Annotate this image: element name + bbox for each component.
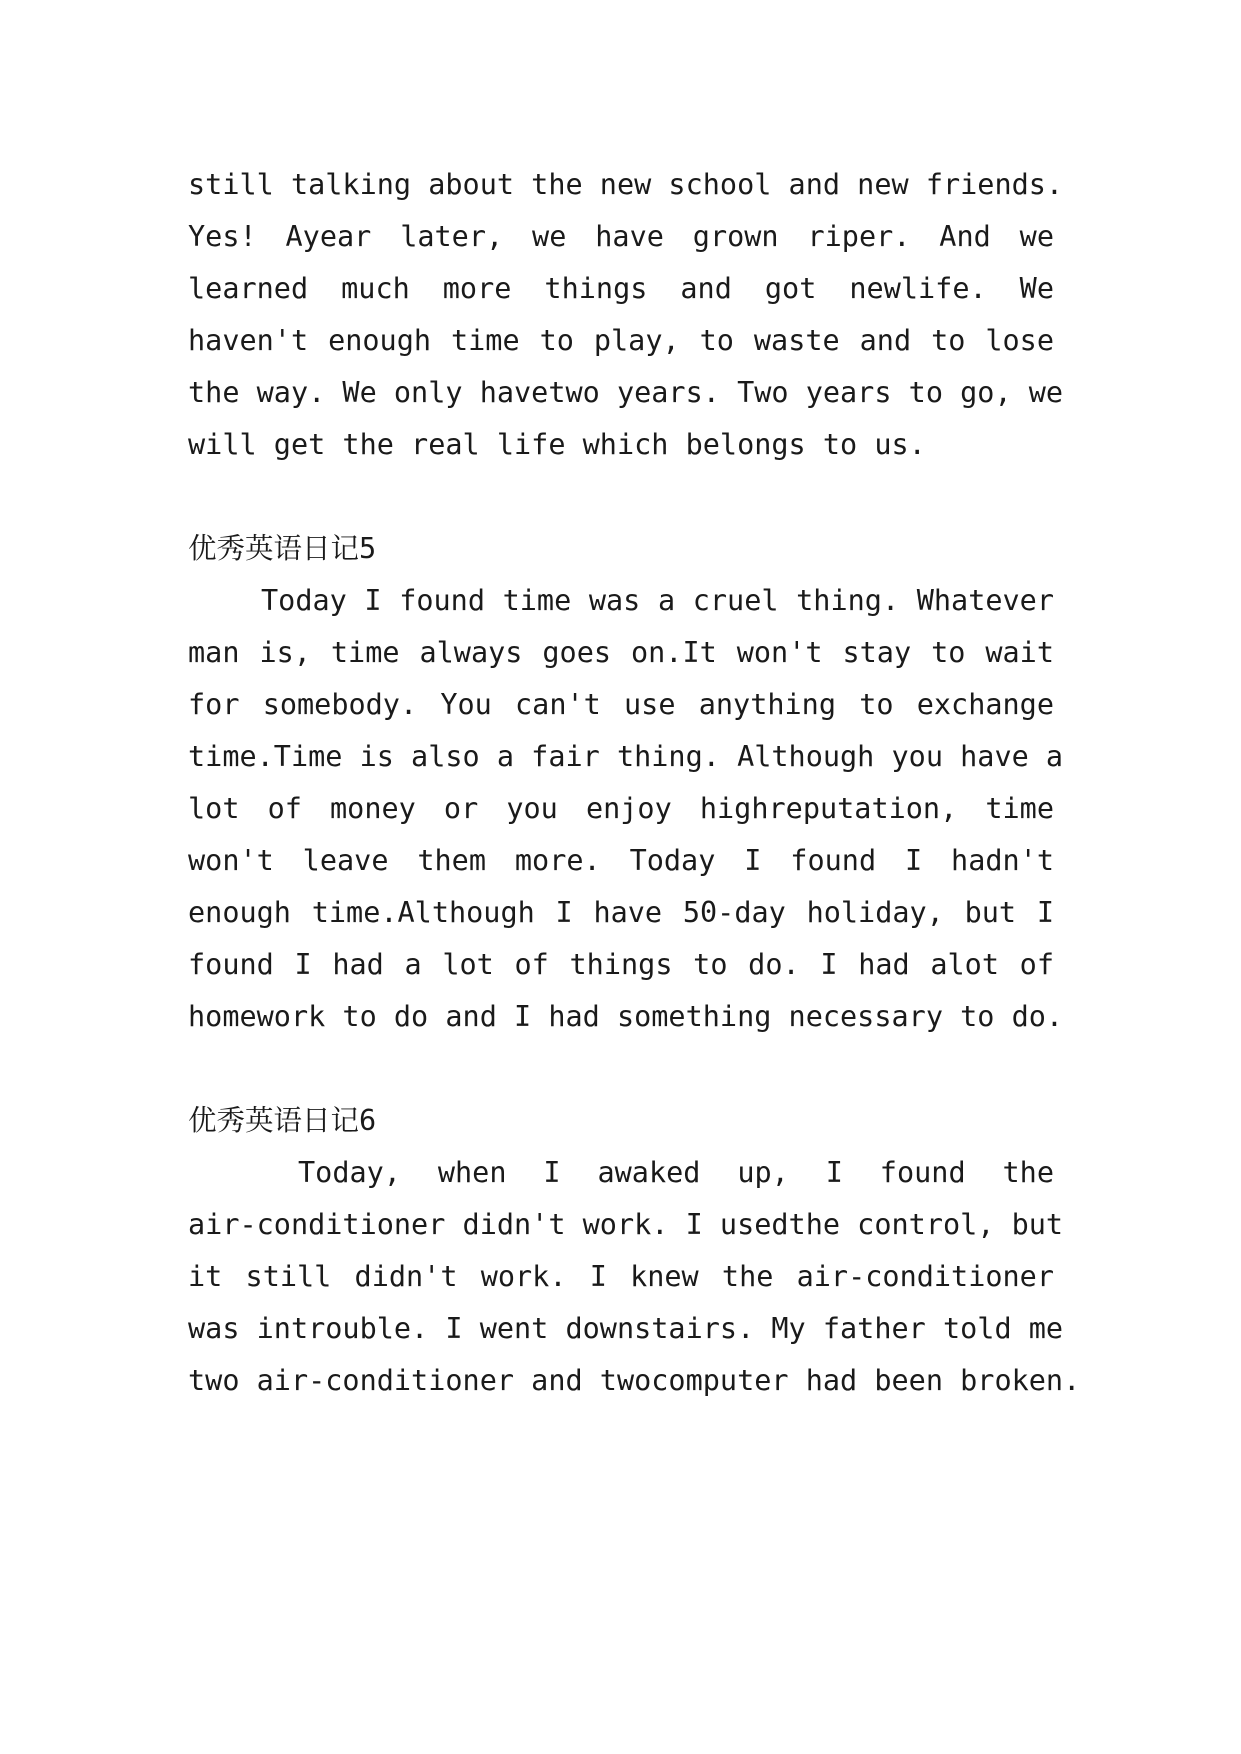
paragraph-line: man is, time always goes on.It won't stay to wait (188, 636, 1054, 669)
paragraph-line: learned much more things and got newlife. We (188, 272, 1054, 305)
paragraph-line: it still didn't work. I knew the air-conditioner (188, 1260, 1054, 1293)
paragraph-line: air-conditioner didn't work. I usedthe control, but (188, 1208, 1064, 1241)
paragraph-line: the way. We only havetwo years. Two years to go, we (188, 376, 1064, 409)
paragraph-line: will get the real life which belongs to us. (188, 428, 926, 461)
entry-6-heading: 优秀英语日记6 (188, 1104, 377, 1137)
entry-5-heading: 优秀英语日记5 (188, 532, 377, 565)
paragraph-line: still talking about the new school and new friends. (188, 168, 1064, 201)
paragraph-line: homework to do and I had something necessary to do. (188, 1000, 1064, 1033)
paragraph-line: Today, when I awaked up, I found the (298, 1156, 1054, 1189)
paragraph-line: lot of money or you enjoy highreputation, time (188, 792, 1054, 825)
paragraph-line: Today I found time was a cruel thing. Whatever (261, 584, 1054, 617)
paragraph-line: for somebody. You can't use anything to exchange (188, 688, 1054, 721)
paragraph-line: time.Time is also a fair thing. Although you have a (188, 740, 1064, 773)
paragraph-line: enough time.Although I have 50-day holiday, but I (188, 896, 1054, 929)
paragraph-line: won't leave them more. Today I found I hadn't (188, 844, 1054, 877)
paragraph-line: was introuble. I went downstairs. My father told me (188, 1312, 1064, 1345)
paragraph-line: Yes! Ayear later, we have grown riper. And we (188, 220, 1054, 253)
paragraph-line: found I had a lot of things to do. I had alot of (188, 948, 1054, 981)
paragraph-line: haven't enough time to play, to waste and to lose (188, 324, 1054, 357)
paragraph-line: two air-conditioner and twocomputer had been broken. (188, 1364, 1081, 1397)
